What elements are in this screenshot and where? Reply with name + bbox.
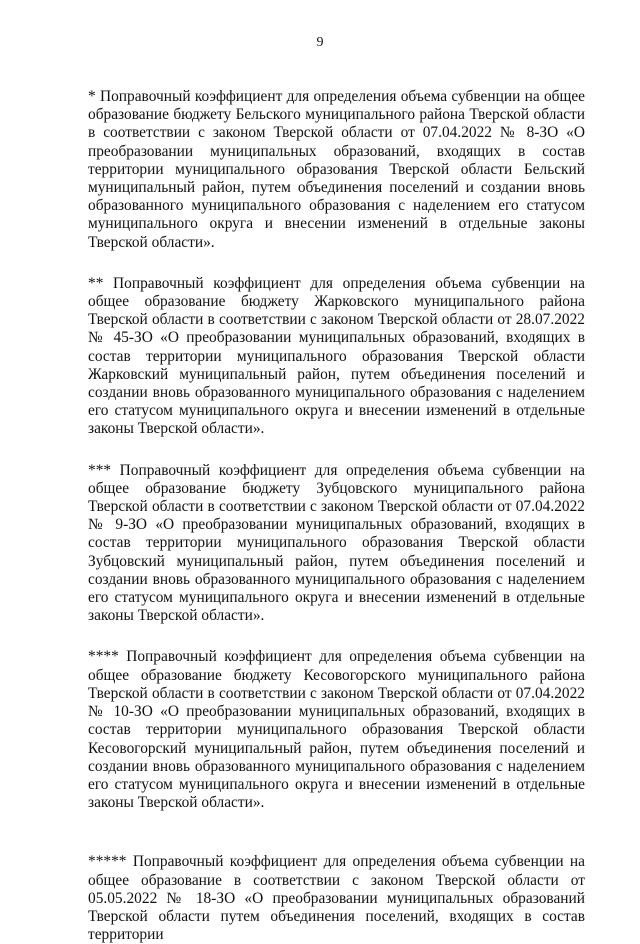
footnote-zharkovsky: ** Поправочный коэффициент для определения объема субвенции на общее образование бюджету Жарковского муниципального района Тверской области в соответствии с законом Тверской области от 28.07.2022 № 45-ЗО «О преобразовании муниципальных образований, входящих в состав территории муниципального образования Тверской области Жарковский муниципальный район, путем объединения поселений и создании вновь образованного муниципального образования с наделением его статусом муниципального округа и внесении изменений в отдельные законы Тверской области». (88, 274, 585, 438)
footnote-bely: * Поправочный коэффициент для определения объема субвенции на общее образование бюджету Бельского муниципального района Тверской области в соответствии с законом Тверской области от 07.04.2022 № 8-ЗО «О преобразовании муниципальных образований, входящих в состав территории муниципального образования Тверской области Бельский муниципальный район, путем объединения поселений и создании вновь образованного муниципального образования с наделением его статусом муниципального округа и внесении изменений в отдельные законы Тверской области». (88, 88, 585, 251)
page-number: 9 (316, 35, 324, 50)
footnote-kesovogorsky: **** Поправочный коэффициент для определения объема субвенции на общее образование бюджету Кесовогорского муниципального района Тверской области в соответствии с законом Тверской области от 07.04.2022 № 10-ЗО «О преобразовании муниципальных образований, входящих в состав территории муниципального образования Тверской области Кесовогорский муниципальный район, путем объединения поселений и создании вновь образованного муниципального образования с наделением его статусом муниципального округа и внесении изменений в отдельные законы Тверской области». (88, 648, 585, 812)
footnotes-section (88, 88, 585, 944)
footnote-zubtsovsky: *** Поправочный коэффициент для определения объема субвенции на общее образование бюджету Зубцовского муниципального района Тверской области в соответствии с законом Тверской области от 07.04.2022 № 9-ЗО «О преобразовании муниципальных образований, входящих в состав территории муниципального образования Тверской области Зубцовский муниципальный район, путем объединения поселений и создании вновь образованного муниципального образования с наделением его статусом муниципального округа и внесении изменений в отдельные законы Тверской области». (88, 461, 585, 625)
footnote-law-18: ***** Поправочный коэффициент для определения объема субвенции на общее образование в соответствии с законом Тверской области от 05.05.2022 № 18-ЗО «О преобразовании муниципальных образований Тверской области путем объединения поселений, входящих в состав территории (88, 853, 585, 944)
